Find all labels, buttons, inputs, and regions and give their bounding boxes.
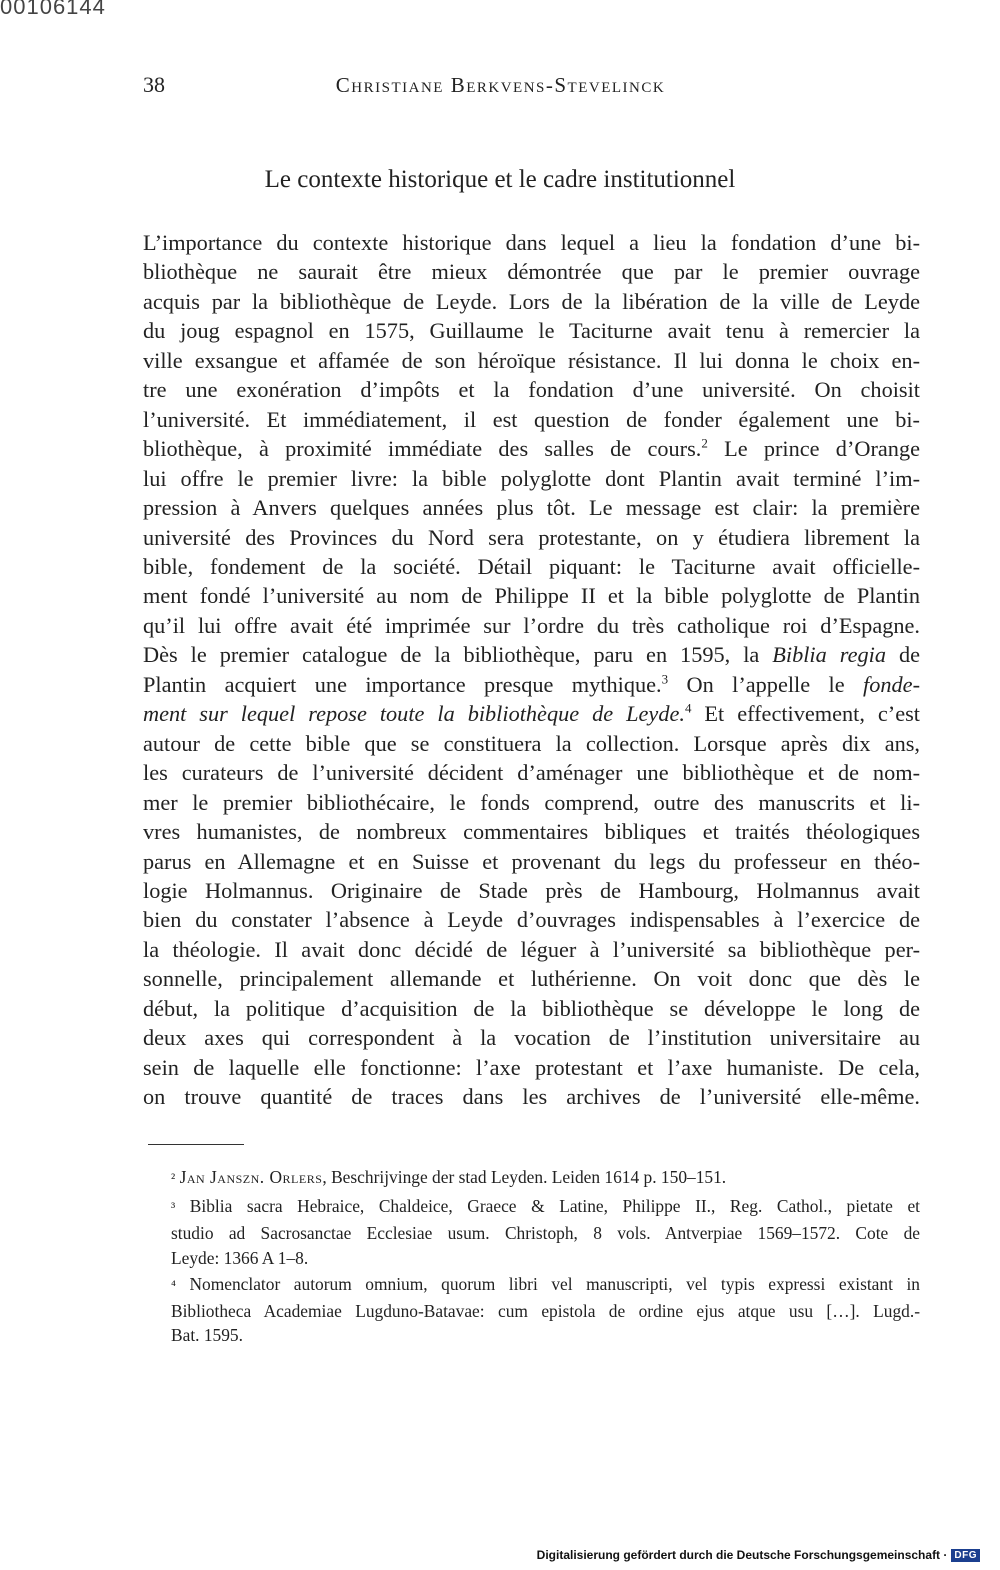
footnote-ref-2[interactable]: 2: [701, 435, 708, 451]
running-head: Christiane Berkvens-Stevelinck: [335, 73, 666, 97]
body-line: sein de laquelle elle fonctionne: l’axe protestant et l’axe humaniste. De cela,: [143, 1054, 920, 1080]
footnote-4: [143, 1272, 920, 1348]
footnote-line: Leyde: 1366 A 1–8.: [171, 1247, 309, 1268]
body-paragraph: [143, 228, 920, 1112]
body-line: ment fondé l’université au nom de Philippe II et la bible polyglotte de Plantin: [143, 583, 920, 609]
scan-id: 00106144: [0, 0, 106, 19]
body-line: on trouve quantité de traces dans les archives de l’université elle-même.: [143, 1084, 920, 1110]
body-line: bien du constater l’absence à Leyde d’ouvrages indispensables à l’exercice de: [143, 907, 920, 933]
body-line: les curateurs de l’université décident d’aménager une bibliothèque et de nom-: [143, 760, 920, 786]
footnote-line: Bibliotheca Academiae Lugduno-Batavae: cum epistola de ordine ejus atque usu […]. Lugd.-: [171, 1301, 920, 1322]
footnote-3: [143, 1194, 920, 1270]
body-line: acquis par la bibliothèque de Leyde. Lors de la libération de la ville de Leyde: [143, 288, 920, 314]
body-line: ment sur lequel repose toute la bibliothèque de Leyde.$^4$ Et effectivement, c’est: [143, 700, 920, 727]
body-line: la théologie. Il avait donc décidé de léguer à l’université sa bibliothèque per-: [143, 936, 920, 962]
page-number: 38: [143, 72, 165, 97]
body-line: sonnelle, principalement allemande et luthérienne. On voit donc que dès le: [143, 966, 920, 992]
section-title: Le contexte historique et le cadre institutionnel: [264, 166, 736, 193]
footnote-ref-3[interactable]: 3: [661, 671, 669, 687]
footnote-ref-4[interactable]: 4: [684, 700, 692, 716]
body-line: mer le premier bibliothécaire, le fonds comprend, outre des manuscrits et li-: [143, 789, 920, 815]
body-line: université des Provinces du Nord sera protestante, on y étudiera librement la: [143, 524, 920, 550]
body-line: deux axes qui correspondent à la vocation de l’institution universitaire au: [143, 1025, 920, 1051]
body-line: début, la politique d’acquisition de la bibliothèque se développe le long de: [143, 995, 920, 1021]
footnote-line: ⁴ Nomenclator autorum omnium, quorum libri vel manuscripti, vel typis expressi existant in: [171, 1273, 920, 1294]
fondement-italic: fonde-: [863, 671, 920, 697]
footnotes: [143, 1165, 920, 1349]
body-line: logie Holmannus. Originaire de Stade près de Hambourg, Holmannus avait: [143, 877, 920, 903]
body-line: lui offre le premier livre: la bible polyglotte dont Plantin avait terminé l’im-: [143, 465, 920, 491]
body-line: parus en Allemagne et en Suisse et provenant du legs du professeur en théo-: [143, 848, 920, 874]
digitization-credit: [537, 1548, 980, 1562]
body-line: Dès le premier catalogue de la bibliothèque, paru en 1595, la Biblia regia de: [143, 642, 920, 668]
body-line: l’université. Et immédiatement, il est question de fonder également une bi-: [143, 406, 920, 432]
page-header: [143, 72, 860, 98]
footnote-author: Jan Janszn. Orlers: [179, 1167, 323, 1187]
body-line: bible, fondement de la société. Détail piquant: le Taciturne avait officielle-: [143, 553, 920, 579]
body-line: pression à Anvers quelques années plus tôt. Le message est clair: la première: [143, 495, 920, 521]
body-line: autour de cette bible que se constituera la collection. Lorsque après dix ans,: [143, 730, 920, 756]
footnote-separator: [148, 1144, 244, 1145]
body-line: vres humanistes, de nombreux commentaires bibliques et traités théologiques: [143, 819, 920, 845]
body-line: du joug espagnol en 1575, Guillaume le Taciturne avait tenu à remercier la: [143, 318, 920, 344]
body-line: ville exsangue et affamée de son héroïque résistance. Il lui donna le choix en-: [143, 347, 920, 373]
dfg-logo: DFG: [951, 1549, 980, 1562]
body-line: bliothèque, à proximité immédiate des salles de cours.$^2$ Le prince d’Orange: [143, 435, 920, 462]
footnote-line: ³ Biblia sacra Hebraice, Chaldeice, Graece & Latine, Philippe II., Reg. Cathol., pietate et: [171, 1196, 920, 1217]
biblia-regia-title: Biblia regia: [772, 642, 886, 668]
footnote-text: , Beschrijvinge der stad Leyden. Leiden 1614 p. 150–151.: [322, 1167, 727, 1187]
body-line: bliothèque ne saurait être mieux démontrée que par le premier ouvrage: [143, 259, 920, 285]
credit-text: Digitalisierung gefördert durch die Deutsche Forschungsgemeinschaft ·: [536, 1548, 948, 1562]
footnote-2: [143, 1165, 920, 1192]
footnote-line: studio ad Sacrosanctae Ecclesiae usum. Christoph, 8 vols. Antverpiae 1569–1572. Cote de: [171, 1223, 920, 1244]
body-line: Plantin acquiert une importance presque mythique.$^3$ On l’appelle le fonde-: [143, 671, 920, 697]
body-line: tre une exonération d’impôts et la fondation d’une université. On choisit: [143, 377, 920, 403]
body-line: L’importance du contexte historique dans lequel a lieu la fondation d’une bi-: [143, 230, 920, 255]
footnote-mark: ²: [171, 1172, 176, 1187]
footnote-line: Bat. 1595.: [171, 1325, 243, 1346]
body-line: qu’il lui offre avait été imprimée sur l’ordre du très catholique roi d’Espagne.: [143, 612, 920, 638]
